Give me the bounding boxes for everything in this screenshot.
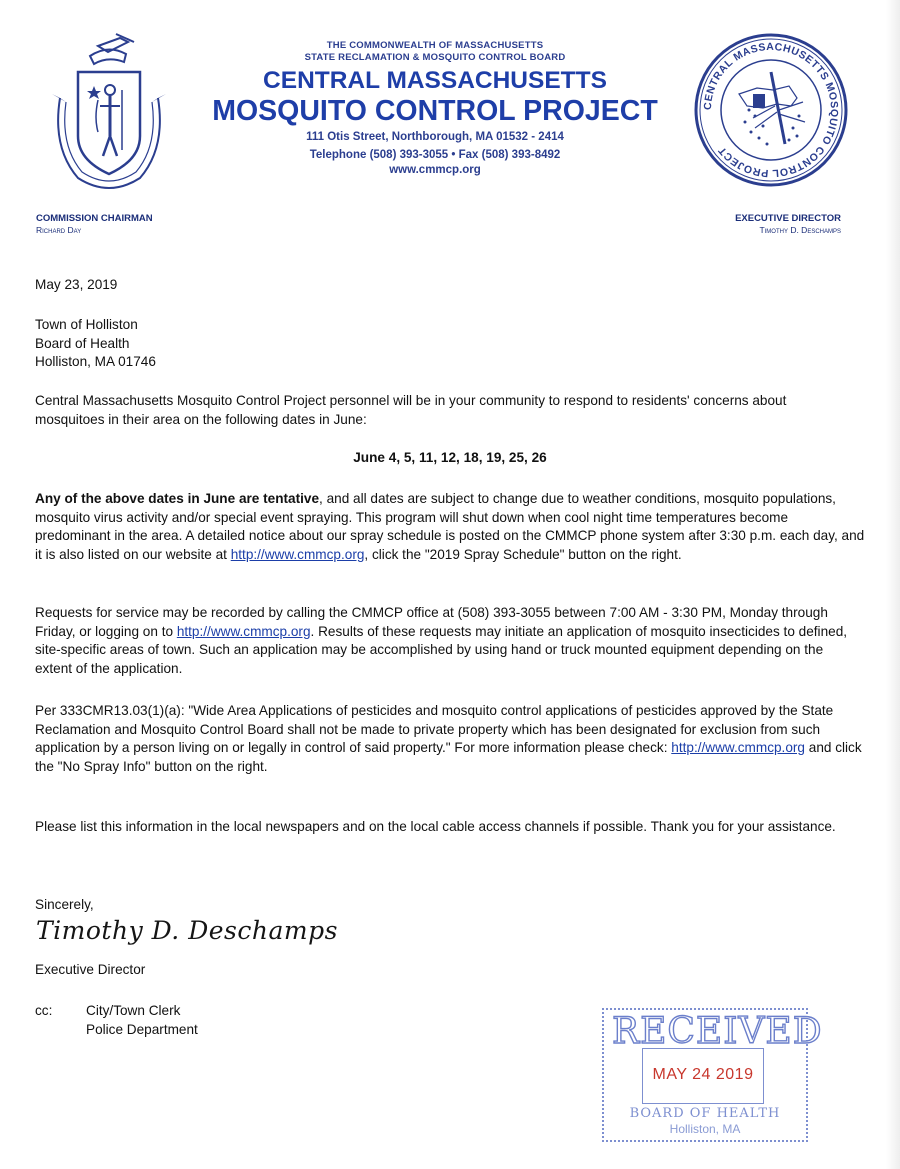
paragraph-text: , and all dates are subject to change due to weather conditions, mosquito populations, mosquito virus activity and/or special event spraying. This program will shut down when cool night time temperatures become predominant in the area. A detailed notice about our spray schedule is posted on the CMMCP phone system after 3:30 p.m. each day, and it is also listed on our website at [35,491,865,562]
spray-dates: June 4, 5, 11, 12, 18, 19, 25, 26 [353,450,547,465]
paragraph-regulation [35,702,865,776]
scan-edge [886,0,900,1169]
board-line: STATE RECLAMATION & MOSQUITO CONTROL BOARD [304,52,566,63]
recipient-address [35,316,156,372]
massachusetts-seal [38,28,180,198]
signer-title: Executive Director [35,962,146,977]
director-name: Timothy D. Deschamps [759,225,841,235]
stamp-received-text: RECEIVED [612,1011,823,1052]
cc-label: cc: [35,1003,53,1018]
letterhead-title-1: CENTRAL MASSACHUSETTS [263,67,607,94]
svg-text:CENTRAL MASSACHUSETTS MOSQUITO [702,41,840,179]
letterhead [185,40,685,178]
stamp-town-text: Holliston, MA [669,1122,741,1136]
letterhead-address: 111 Otis Street, Northborough, MA 01532 - 2414 [306,131,564,143]
recipient-line: Town of Holliston [35,317,138,332]
handwritten-signature: Timothy D. Deschamps [36,916,338,945]
paragraph-tentative [35,490,865,564]
cc-list [86,1002,198,1039]
paragraph-text: and click the "No Spray Info" button on the right. [35,740,862,774]
cmmcp-seal [693,32,849,188]
stamp-date: MAY 24 2019 [652,1066,754,1083]
cmmcp-seal-text: CENTRAL MASSACHUSETTS MOSQUITO CONTROL PROJECT [701,40,841,180]
closing: Sincerely, [35,897,94,912]
received-stamp [602,1008,823,1142]
recipient-line: Board of Health [35,335,130,351]
letter-date: May 23, 2019 [35,277,118,292]
paragraph-requests [35,604,855,678]
chairman-title: COMMISSION CHAIRMAN [36,213,153,224]
website-link[interactable]: http://www.cmmcp.org [230,546,365,562]
tentative-notice: Any of the above dates in June are tentative [35,491,320,506]
paragraph-text: . Results of these requests may initiate an application of mosquito insecticides to defined, site-specific areas of town. Such an application may be accomplished by using hand or truck mounted equipment depending on the extent of the application. [35,623,848,676]
paragraph-text: Per 333CMR13.03(1)(a): "Wide Area Applications of pesticides and mosquito control applications of pesticides approved by the State Reclamation and Mosquito Control Board shall not be made to private property which has been designated for exclusion from such application by a person living on or legally in control of said property." For more information please check: [35,703,834,756]
letterhead-website: www.cmmcp.org [389,164,481,176]
website-link[interactable]: http://www.cmmcp.org [671,740,805,756]
commonwealth-line: THE COMMONWEALTH OF MASSACHUSETTS [326,40,544,51]
executive-director-block [735,213,841,236]
chairman-name: Richard Day [36,225,82,235]
cc-item: City/Town Clerk [86,1003,181,1018]
stamp-board-text: BOARD OF HEALTH [629,1106,781,1121]
recipient-line: Holliston, MA 01746 [35,354,156,370]
paragraph-request-publication: Please list this information in the local newspapers and on the local cable access channels if possible. Thank you for your assistance. [35,819,836,834]
paragraph-intro: Central Massachusetts Mosquito Control Project personnel will be in your community to respond to residents' concerns about mosquitoes in their area on the following dates in June: [35,393,787,427]
letterhead-title-2: MOSQUITO CONTROL PROJECT [212,95,658,127]
cc-item: Police Department [86,1021,198,1037]
commission-chairman-block [36,213,153,236]
website-link[interactable]: http://www.cmmcp.org [176,623,311,639]
paragraph-text: Requests for service may be recorded by calling the CMMCP office at (508) 393-3055 between 7:00 AM - 3:30 PM, Monday through Friday, or logging on to [35,605,828,639]
director-title: EXECUTIVE DIRECTOR [735,213,841,224]
letterhead-phone: Telephone (508) 393-3055 • Fax (508) 393-8492 [309,149,561,161]
paragraph-text: , click the "2019 Spray Schedule" button on the right. [364,546,682,562]
